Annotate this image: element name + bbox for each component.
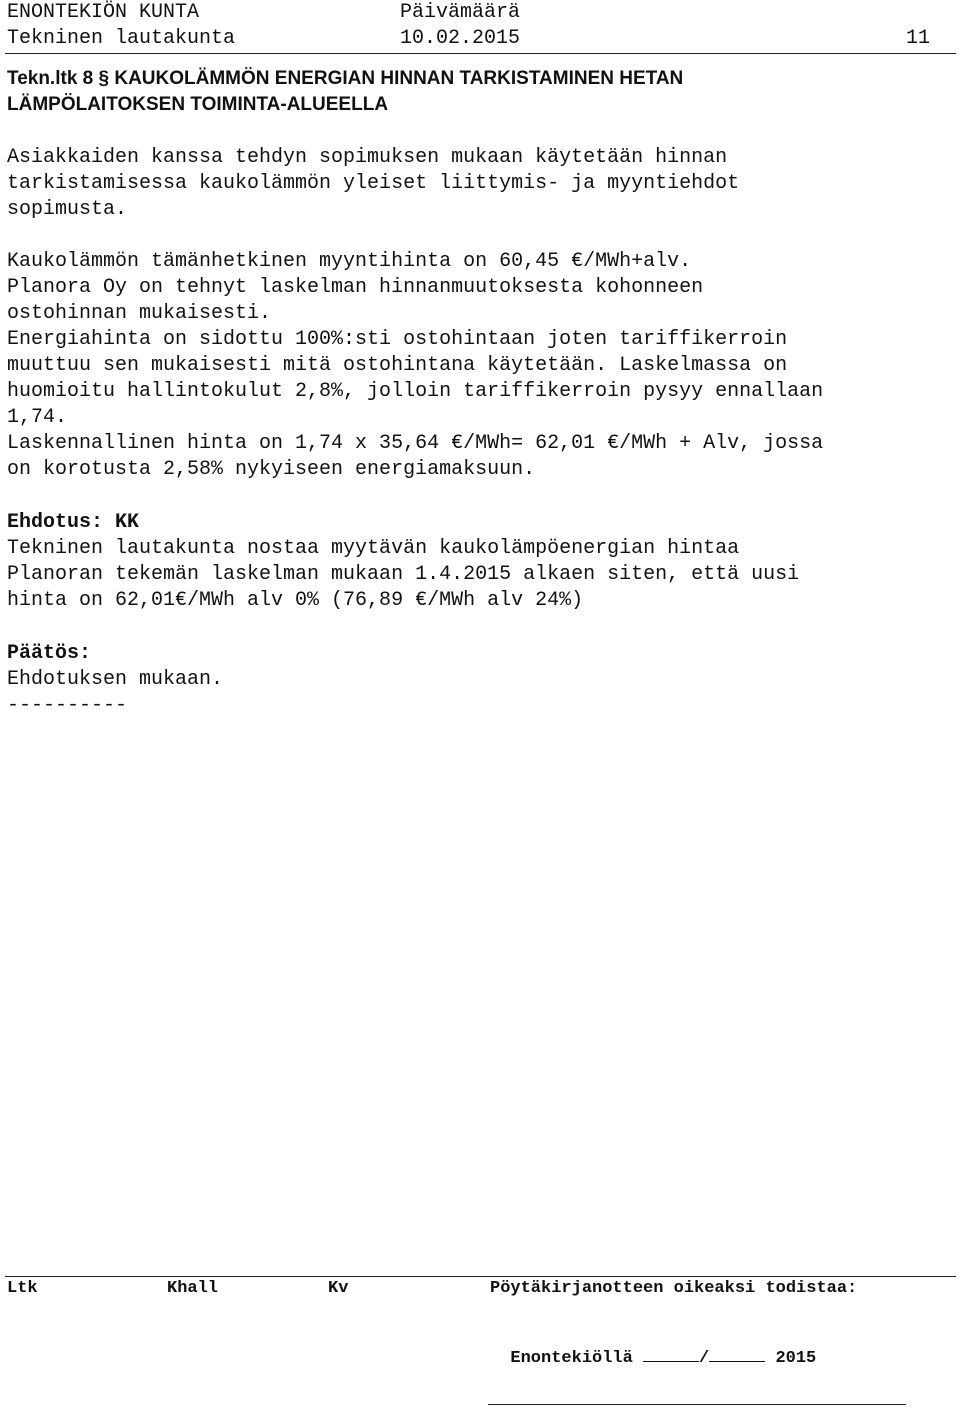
paragraph-1-line: sopimusta. bbox=[7, 198, 128, 221]
proposal-line: Planoran tekemän laskelman mukaan 1.4.2015 alkaen siten, että uusi bbox=[7, 563, 800, 586]
paragraph-2-line: huomioitu hallintokulut 2,8%, jolloin tariffikerroin pysyy ennallaan bbox=[7, 380, 824, 403]
paragraph-1-line: tarkistamisessa kaukolämmön yleiset liittymis- ja myyntiehdot bbox=[7, 172, 740, 195]
footer-khall: Khall bbox=[167, 1279, 219, 1298]
paragraph-2-line: Energiahinta on sidottu 100%:sti ostohintaan joten tariffikerroin bbox=[7, 328, 788, 351]
decision-separator: ---------- bbox=[7, 694, 128, 717]
section-title-line2: LÄMPÖLAITOKSEN TOIMINTA-ALUEELLA bbox=[7, 94, 389, 115]
footer-certify: Pöytäkirjanotteen oikeaksi todistaa: bbox=[490, 1279, 858, 1298]
month-blank bbox=[709, 1343, 765, 1362]
footer-place: Enontekiöllä bbox=[510, 1349, 633, 1368]
paragraph-2-line: Laskennallinen hinta on 1,74 x 35,64 €/MWh= 62,01 €/MWh + Alv, jossa bbox=[7, 432, 824, 455]
section-title-line1: Tekn.ltk 8 § KAUKOLÄMMÖN ENERGIAN HINNAN TARKISTAMINEN HETAN bbox=[7, 68, 684, 89]
header-page-number: 11 bbox=[906, 27, 931, 50]
header-body: Tekninen lautakunta bbox=[7, 27, 236, 50]
signature-line bbox=[488, 1404, 906, 1405]
paragraph-2-line: muuttuu sen mukaisesti mitä ostohintana käytetään. Laskelmassa on bbox=[7, 354, 788, 377]
proposal-label: Ehdotus: KK bbox=[7, 511, 140, 534]
paragraph-2-line: 1,74. bbox=[7, 406, 68, 429]
proposal-line: hinta on 62,01€/MWh alv 0% (76,89 €/MWh alv 24%) bbox=[7, 589, 584, 612]
footer-ltk: Ltk bbox=[7, 1279, 38, 1298]
decision-label: Päätös: bbox=[7, 642, 92, 665]
header-rule bbox=[5, 53, 956, 54]
proposal-line: Tekninen lautakunta nostaa myytävän kaukolämpöenergian hintaa bbox=[7, 537, 740, 560]
footer-slash: / bbox=[699, 1349, 710, 1368]
paragraph-1-line: Asiakkaiden kanssa tehdyn sopimuksen mukaan käytetään hinnan bbox=[7, 146, 728, 169]
header-org: ENONTEKIÖN KUNTA bbox=[7, 1, 200, 24]
paragraph-2-line: Planora Oy on tehnyt laskelman hinnanmuutoksesta kohonneen bbox=[7, 276, 704, 299]
header-date: 10.02.2015 bbox=[400, 27, 521, 50]
paragraph-2-line: on korotusta 2,58% nykyiseen energiamaksuun. bbox=[7, 458, 536, 481]
header-date-label: Päivämäärä bbox=[400, 1, 521, 24]
footer-place-line bbox=[490, 1321, 816, 1370]
footer-year: 2015 bbox=[775, 1349, 817, 1368]
footer-rule bbox=[5, 1276, 956, 1277]
footer-kv: Kv bbox=[328, 1279, 349, 1298]
paragraph-2-line: ostohinnan mukaisesti. bbox=[7, 302, 272, 325]
paragraph-2-line: Kaukolämmön tämänhetkinen myyntihinta on 60,45 €/MWh+alv. bbox=[7, 250, 692, 273]
decision-text: Ehdotuksen mukaan. bbox=[7, 668, 224, 691]
day-blank bbox=[643, 1343, 699, 1362]
